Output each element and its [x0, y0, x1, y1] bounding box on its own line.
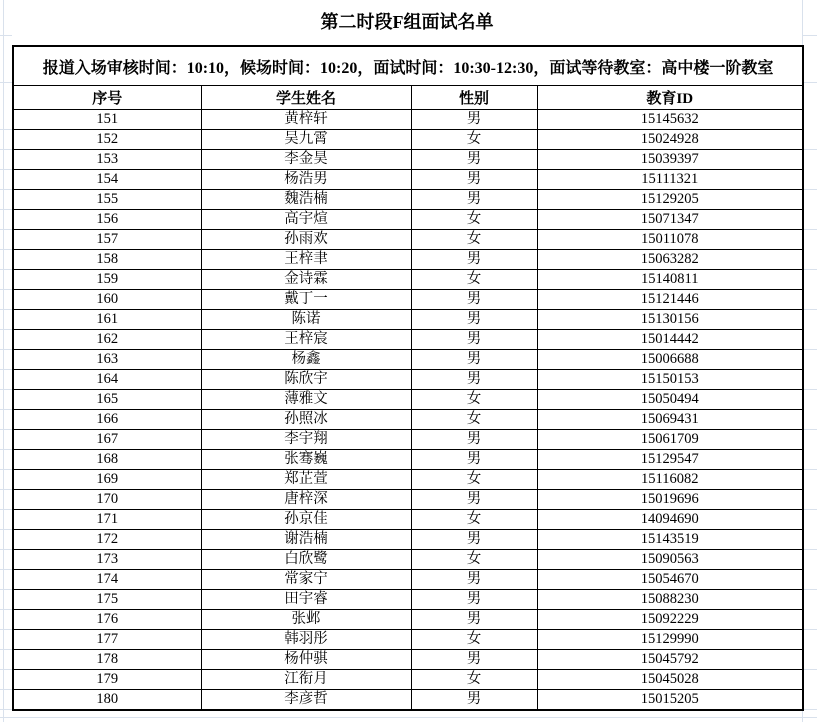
- gender-cell[interactable]: 男: [411, 690, 537, 711]
- table-row: [13, 370, 803, 390]
- index-cell[interactable]: 169: [13, 470, 201, 490]
- index-cell[interactable]: 180: [13, 690, 201, 711]
- gender-cell[interactable]: 男: [411, 250, 537, 270]
- table-row: [13, 350, 803, 370]
- education-id-cell[interactable]: 15143519: [537, 530, 803, 550]
- student-name-cell[interactable]: 李宇翔: [201, 430, 411, 450]
- session-info-row: [13, 46, 803, 86]
- index-cell[interactable]: 167: [13, 430, 201, 450]
- gender-cell[interactable]: 男: [411, 310, 537, 330]
- index-cell[interactable]: 178: [13, 650, 201, 670]
- gender-cell[interactable]: 女: [411, 210, 537, 230]
- index-cell[interactable]: 176: [13, 610, 201, 630]
- education-id-cell[interactable]: 15071347: [537, 210, 803, 230]
- index-cell[interactable]: 153: [13, 150, 201, 170]
- gender-cell[interactable]: 男: [411, 290, 537, 310]
- gender-cell[interactable]: 男: [411, 570, 537, 590]
- education-id-cell[interactable]: 15116082: [537, 470, 803, 490]
- education-id-cell[interactable]: 15054670: [537, 570, 803, 590]
- gender-cell[interactable]: 女: [411, 550, 537, 570]
- col-header-gender[interactable]: 性别: [411, 86, 537, 110]
- index-cell[interactable]: 179: [13, 670, 201, 690]
- education-id-cell[interactable]: 15039397: [537, 150, 803, 170]
- table-row: [13, 630, 803, 650]
- index-cell[interactable]: 158: [13, 250, 201, 270]
- student-name-cell[interactable]: 吴九霄: [201, 130, 411, 150]
- gender-cell[interactable]: 男: [411, 590, 537, 610]
- table-row: [13, 330, 803, 350]
- student-name-cell[interactable]: 韩羽彤: [201, 630, 411, 650]
- index-cell[interactable]: 156: [13, 210, 201, 230]
- col-header-id[interactable]: 教育ID: [537, 86, 803, 110]
- index-cell[interactable]: 154: [13, 170, 201, 190]
- table-row: [13, 450, 803, 470]
- student-name-cell[interactable]: 黄梓轩: [201, 110, 411, 130]
- table-row: [13, 170, 803, 190]
- education-id-cell[interactable]: 15015205: [537, 690, 803, 711]
- student-name-cell[interactable]: 谢浩楠: [201, 530, 411, 550]
- gender-cell[interactable]: 男: [411, 170, 537, 190]
- table-row: [13, 570, 803, 590]
- gender-cell[interactable]: 男: [411, 610, 537, 630]
- student-name-cell[interactable]: 江衔月: [201, 670, 411, 690]
- student-name-cell[interactable]: 王梓聿: [201, 250, 411, 270]
- table-row: [13, 270, 803, 290]
- education-id-cell[interactable]: 15063282: [537, 250, 803, 270]
- gender-cell[interactable]: 女: [411, 390, 537, 410]
- table-row: [13, 650, 803, 670]
- student-name-cell[interactable]: 金诗霖: [201, 270, 411, 290]
- education-id-cell[interactable]: 15011078: [537, 230, 803, 250]
- education-id-cell[interactable]: 15150153: [537, 370, 803, 390]
- education-id-cell[interactable]: 15045028: [537, 670, 803, 690]
- col-header-index[interactable]: 序号: [13, 86, 201, 110]
- education-id-cell[interactable]: 14094690: [537, 510, 803, 530]
- gender-cell[interactable]: 男: [411, 490, 537, 510]
- table-row: [13, 510, 803, 530]
- student-name-cell[interactable]: 杨仲骐: [201, 650, 411, 670]
- gender-cell[interactable]: 女: [411, 130, 537, 150]
- education-id-cell[interactable]: 15145632: [537, 110, 803, 130]
- index-cell[interactable]: 173: [13, 550, 201, 570]
- student-name-cell[interactable]: 孙照冰: [201, 410, 411, 430]
- table-row: [13, 250, 803, 270]
- education-id-cell[interactable]: 15090563: [537, 550, 803, 570]
- education-id-cell[interactable]: 15129990: [537, 630, 803, 650]
- gender-cell[interactable]: 男: [411, 430, 537, 450]
- index-cell[interactable]: 157: [13, 230, 201, 250]
- index-cell[interactable]: 174: [13, 570, 201, 590]
- index-cell[interactable]: 162: [13, 330, 201, 350]
- gender-cell[interactable]: 女: [411, 670, 537, 690]
- education-id-cell[interactable]: 15140811: [537, 270, 803, 290]
- index-cell[interactable]: 151: [13, 110, 201, 130]
- table-row: [13, 110, 803, 130]
- table-row: [13, 590, 803, 610]
- student-name-cell[interactable]: 李金昊: [201, 150, 411, 170]
- table-row: [13, 490, 803, 510]
- index-cell[interactable]: 165: [13, 390, 201, 410]
- page-title[interactable]: 第二时段F组面试名单: [12, 0, 802, 45]
- gender-cell[interactable]: 男: [411, 150, 537, 170]
- table-row: [13, 530, 803, 550]
- student-name-cell[interactable]: 田宇睿: [201, 590, 411, 610]
- student-name-cell[interactable]: 张骞巍: [201, 450, 411, 470]
- student-name-cell[interactable]: 陈诺: [201, 310, 411, 330]
- table-row: [13, 670, 803, 690]
- table-row: [13, 150, 803, 170]
- index-cell[interactable]: 170: [13, 490, 201, 510]
- gender-cell[interactable]: 男: [411, 370, 537, 390]
- roster-sheet-region: [12, 0, 802, 711]
- gender-cell[interactable]: 女: [411, 470, 537, 490]
- index-cell[interactable]: 168: [13, 450, 201, 470]
- student-name-cell[interactable]: 张邺: [201, 610, 411, 630]
- session-info-cell[interactable]: 报道入场审核时间：10:10，候场时间：10:20，面试时间：10:30-12:30，面试等待教室：高中楼一阶教室: [13, 46, 803, 86]
- index-cell[interactable]: 163: [13, 350, 201, 370]
- gender-cell[interactable]: 男: [411, 650, 537, 670]
- education-id-cell[interactable]: 15061709: [537, 430, 803, 450]
- gridline-right-row-marks: [803, 110, 817, 711]
- student-name-cell[interactable]: 戴丁一: [201, 290, 411, 310]
- education-id-cell[interactable]: 15092229: [537, 610, 803, 630]
- education-id-cell[interactable]: 15019696: [537, 490, 803, 510]
- student-name-cell[interactable]: 魏浩楠: [201, 190, 411, 210]
- education-id-cell[interactable]: 15045792: [537, 650, 803, 670]
- gender-cell[interactable]: 男: [411, 190, 537, 210]
- table-row: [13, 410, 803, 430]
- index-cell[interactable]: 172: [13, 530, 201, 550]
- gridline-left-row-marks: [0, 110, 12, 711]
- student-name-cell[interactable]: 孙京佳: [201, 510, 411, 530]
- education-id-cell[interactable]: 15006688: [537, 350, 803, 370]
- education-id-cell[interactable]: 15050494: [537, 390, 803, 410]
- gender-cell[interactable]: 女: [411, 230, 537, 250]
- table-row: [13, 290, 803, 310]
- index-cell[interactable]: 175: [13, 590, 201, 610]
- gender-cell[interactable]: 女: [411, 270, 537, 290]
- gender-cell[interactable]: 男: [411, 450, 537, 470]
- student-name-cell[interactable]: 白欣鹭: [201, 550, 411, 570]
- education-id-cell[interactable]: 15014442: [537, 330, 803, 350]
- gender-cell[interactable]: 男: [411, 350, 537, 370]
- gender-cell[interactable]: 女: [411, 510, 537, 530]
- header-row: [13, 86, 803, 110]
- education-id-cell[interactable]: 15024928: [537, 130, 803, 150]
- student-name-cell[interactable]: 郑芷萱: [201, 470, 411, 490]
- student-name-cell[interactable]: 李彦哲: [201, 690, 411, 711]
- col-header-name[interactable]: 学生姓名: [201, 86, 411, 110]
- student-name-cell[interactable]: 薄雅文: [201, 390, 411, 410]
- gridline-horizontal-bottom: [0, 717, 817, 718]
- interview-roster-table: [12, 45, 804, 711]
- education-id-cell[interactable]: 15129205: [537, 190, 803, 210]
- index-cell[interactable]: 166: [13, 410, 201, 430]
- student-name-cell[interactable]: 唐梓深: [201, 490, 411, 510]
- index-cell[interactable]: 177: [13, 630, 201, 650]
- table-row: [13, 550, 803, 570]
- education-id-cell[interactable]: 15069431: [537, 410, 803, 430]
- index-cell[interactable]: 161: [13, 310, 201, 330]
- table-row: [13, 390, 803, 410]
- table-row: [13, 430, 803, 450]
- education-id-cell[interactable]: 15088230: [537, 590, 803, 610]
- table-row: [13, 690, 803, 711]
- student-name-cell[interactable]: 杨浩男: [201, 170, 411, 190]
- student-name-cell[interactable]: 常家宁: [201, 570, 411, 590]
- table-row: [13, 130, 803, 150]
- student-name-cell[interactable]: 孙雨欢: [201, 230, 411, 250]
- index-cell[interactable]: 159: [13, 270, 201, 290]
- index-cell[interactable]: 160: [13, 290, 201, 310]
- index-cell[interactable]: 152: [13, 130, 201, 150]
- table-row: [13, 230, 803, 250]
- table-row: [13, 190, 803, 210]
- index-cell[interactable]: 164: [13, 370, 201, 390]
- student-name-cell[interactable]: 王梓宸: [201, 330, 411, 350]
- gender-cell[interactable]: 男: [411, 330, 537, 350]
- education-id-cell[interactable]: 15121446: [537, 290, 803, 310]
- index-cell[interactable]: 155: [13, 190, 201, 210]
- table-row: [13, 610, 803, 630]
- education-id-cell[interactable]: 15130156: [537, 310, 803, 330]
- student-table-body: [13, 110, 803, 711]
- student-name-cell[interactable]: 杨鑫: [201, 350, 411, 370]
- education-id-cell[interactable]: 15129547: [537, 450, 803, 470]
- index-cell[interactable]: 171: [13, 510, 201, 530]
- student-name-cell[interactable]: 高宇煊: [201, 210, 411, 230]
- table-row: [13, 310, 803, 330]
- gender-cell[interactable]: 女: [411, 630, 537, 650]
- table-row: [13, 470, 803, 490]
- table-row: [13, 210, 803, 230]
- gender-cell[interactable]: 女: [411, 410, 537, 430]
- gender-cell[interactable]: 男: [411, 530, 537, 550]
- education-id-cell[interactable]: 15111321: [537, 170, 803, 190]
- student-name-cell[interactable]: 陈欣宇: [201, 370, 411, 390]
- gender-cell[interactable]: 男: [411, 110, 537, 130]
